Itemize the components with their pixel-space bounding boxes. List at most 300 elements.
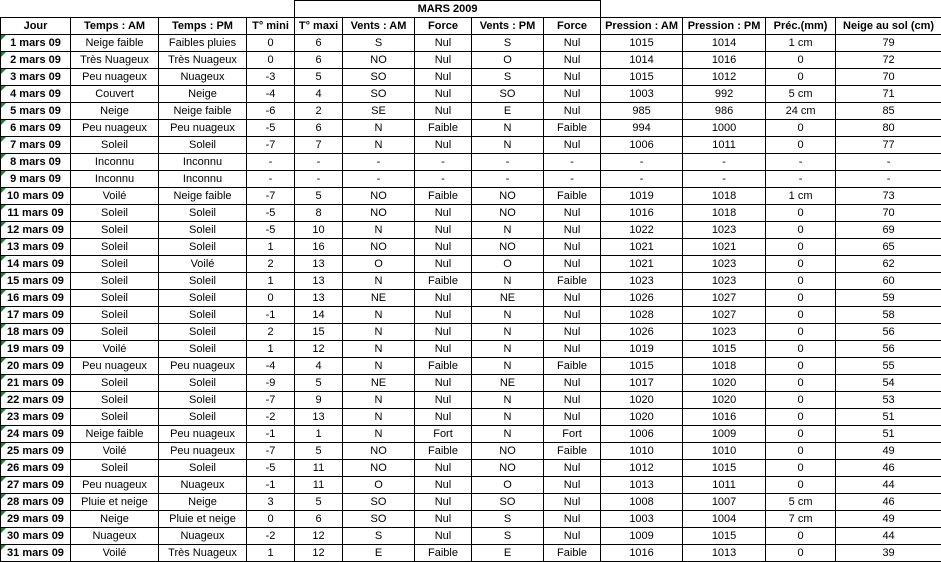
pressure-pm-cell[interactable]: 1015: [683, 341, 766, 358]
pressure-am-cell[interactable]: 1026: [601, 324, 683, 341]
wind-pm-cell[interactable]: NO: [472, 443, 544, 460]
precipitation-cell[interactable]: 0: [766, 528, 836, 545]
wind-pm-cell[interactable]: SO: [472, 494, 544, 511]
force-am-cell[interactable]: Nul: [415, 375, 472, 392]
force-pm-cell[interactable]: Nul: [544, 375, 601, 392]
wind-pm-cell[interactable]: N: [472, 358, 544, 375]
force-am-cell[interactable]: Nul: [415, 528, 472, 545]
force-pm-cell[interactable]: -: [544, 154, 601, 171]
snow-depth-cell[interactable]: 65: [836, 239, 941, 256]
pressure-am-cell[interactable]: 1006: [601, 426, 683, 443]
force-am-cell[interactable]: Nul: [415, 392, 472, 409]
day-cell[interactable]: 17 mars 09: [1, 307, 71, 324]
precipitation-cell[interactable]: 0: [766, 545, 836, 562]
force-pm-cell[interactable]: Nul: [544, 69, 601, 86]
pressure-pm-cell[interactable]: 1007: [683, 494, 766, 511]
force-am-cell[interactable]: Nul: [415, 290, 472, 307]
wind-am-cell[interactable]: S: [343, 528, 415, 545]
pressure-am-cell[interactable]: 1020: [601, 392, 683, 409]
temp-min-cell[interactable]: -4: [247, 358, 295, 375]
temp-max-cell[interactable]: 12: [295, 528, 343, 545]
weather-pm-cell[interactable]: Neige faible: [159, 103, 247, 120]
force-am-cell[interactable]: Nul: [415, 137, 472, 154]
pressure-am-cell[interactable]: 1010: [601, 443, 683, 460]
wind-pm-cell[interactable]: S: [472, 511, 544, 528]
day-cell[interactable]: 16 mars 09: [1, 290, 71, 307]
snow-depth-cell[interactable]: 49: [836, 511, 941, 528]
wind-am-cell[interactable]: N: [343, 222, 415, 239]
wind-am-cell[interactable]: N: [343, 358, 415, 375]
precipitation-cell[interactable]: 0: [766, 477, 836, 494]
weather-am-cell[interactable]: Neige: [71, 103, 159, 120]
force-pm-cell[interactable]: Nul: [544, 222, 601, 239]
day-cell[interactable]: 14 mars 09: [1, 256, 71, 273]
force-am-cell[interactable]: Nul: [415, 205, 472, 222]
day-cell[interactable]: 3 mars 09: [1, 69, 71, 86]
day-cell[interactable]: 6 mars 09: [1, 120, 71, 137]
pressure-am-cell[interactable]: 1021: [601, 239, 683, 256]
force-pm-cell[interactable]: Faible: [544, 120, 601, 137]
temp-min-cell[interactable]: -9: [247, 375, 295, 392]
wind-am-cell[interactable]: NO: [343, 239, 415, 256]
snow-depth-cell[interactable]: 56: [836, 341, 941, 358]
wind-pm-cell[interactable]: N: [472, 120, 544, 137]
temp-min-cell[interactable]: -: [247, 171, 295, 188]
weather-am-cell[interactable]: Soleil: [71, 205, 159, 222]
temp-max-cell[interactable]: 13: [295, 273, 343, 290]
force-am-cell[interactable]: Nul: [415, 256, 472, 273]
wind-pm-cell[interactable]: NE: [472, 375, 544, 392]
snow-depth-cell[interactable]: 44: [836, 528, 941, 545]
force-am-cell[interactable]: Nul: [415, 341, 472, 358]
wind-am-cell[interactable]: SE: [343, 103, 415, 120]
weather-pm-cell[interactable]: Peu nuageux: [159, 358, 247, 375]
force-am-cell[interactable]: Nul: [415, 239, 472, 256]
weather-pm-cell[interactable]: Soleil: [159, 375, 247, 392]
wind-pm-cell[interactable]: -: [472, 154, 544, 171]
weather-pm-cell[interactable]: Nuageux: [159, 528, 247, 545]
temp-max-cell[interactable]: 11: [295, 477, 343, 494]
weather-pm-cell[interactable]: Soleil: [159, 341, 247, 358]
snow-depth-cell[interactable]: 77: [836, 137, 941, 154]
pressure-pm-cell[interactable]: 1015: [683, 528, 766, 545]
weather-am-cell[interactable]: Soleil: [71, 290, 159, 307]
pressure-pm-cell[interactable]: 1023: [683, 256, 766, 273]
temp-min-cell[interactable]: 1: [247, 545, 295, 562]
weather-am-cell[interactable]: Neige faible: [71, 426, 159, 443]
wind-am-cell[interactable]: NO: [343, 205, 415, 222]
wind-am-cell[interactable]: SO: [343, 86, 415, 103]
force-am-cell[interactable]: Nul: [415, 511, 472, 528]
weather-am-cell[interactable]: Pluie et neige: [71, 494, 159, 511]
pressure-pm-cell[interactable]: 992: [683, 86, 766, 103]
snow-depth-cell[interactable]: 54: [836, 375, 941, 392]
temp-min-cell[interactable]: 2: [247, 324, 295, 341]
day-cell[interactable]: 12 mars 09: [1, 222, 71, 239]
day-cell[interactable]: 15 mars 09: [1, 273, 71, 290]
snow-depth-cell[interactable]: 80: [836, 120, 941, 137]
temp-max-cell[interactable]: 11: [295, 460, 343, 477]
force-pm-cell[interactable]: Faible: [544, 545, 601, 562]
day-cell[interactable]: 5 mars 09: [1, 103, 71, 120]
weather-am-cell[interactable]: Soleil: [71, 409, 159, 426]
weather-pm-cell[interactable]: Peu nuageux: [159, 120, 247, 137]
wind-am-cell[interactable]: N: [343, 341, 415, 358]
precipitation-cell[interactable]: 0: [766, 409, 836, 426]
temp-max-cell[interactable]: 5: [295, 375, 343, 392]
wind-pm-cell[interactable]: N: [472, 426, 544, 443]
force-am-cell[interactable]: -: [415, 171, 472, 188]
wind-pm-cell[interactable]: E: [472, 103, 544, 120]
wind-pm-cell[interactable]: N: [472, 409, 544, 426]
wind-am-cell[interactable]: NO: [343, 188, 415, 205]
pressure-pm-cell[interactable]: 1016: [683, 52, 766, 69]
snow-depth-cell[interactable]: 39: [836, 545, 941, 562]
force-am-cell[interactable]: Faible: [415, 443, 472, 460]
weather-pm-cell[interactable]: Inconnu: [159, 154, 247, 171]
weather-am-cell[interactable]: Neige: [71, 511, 159, 528]
weather-am-cell[interactable]: Soleil: [71, 256, 159, 273]
temp-min-cell[interactable]: 3: [247, 494, 295, 511]
snow-depth-cell[interactable]: 79: [836, 35, 941, 52]
wind-am-cell[interactable]: N: [343, 426, 415, 443]
day-cell[interactable]: 23 mars 09: [1, 409, 71, 426]
pressure-am-cell[interactable]: 1017: [601, 375, 683, 392]
precipitation-cell[interactable]: 0: [766, 222, 836, 239]
force-pm-cell[interactable]: Fort: [544, 426, 601, 443]
weather-am-cell[interactable]: Peu nuageux: [71, 477, 159, 494]
pressure-pm-cell[interactable]: 1015: [683, 460, 766, 477]
weather-pm-cell[interactable]: Pluie et neige: [159, 511, 247, 528]
weather-pm-cell[interactable]: Peu nuageux: [159, 443, 247, 460]
weather-pm-cell[interactable]: Très Nuageux: [159, 545, 247, 562]
snow-depth-cell[interactable]: 55: [836, 358, 941, 375]
weather-am-cell[interactable]: Soleil: [71, 392, 159, 409]
day-cell[interactable]: 11 mars 09: [1, 205, 71, 222]
force-pm-cell[interactable]: Nul: [544, 409, 601, 426]
day-cell[interactable]: 18 mars 09: [1, 324, 71, 341]
pressure-pm-cell[interactable]: 1013: [683, 545, 766, 562]
weather-pm-cell[interactable]: Soleil: [159, 290, 247, 307]
pressure-am-cell[interactable]: 1020: [601, 409, 683, 426]
weather-am-cell[interactable]: Soleil: [71, 137, 159, 154]
day-cell[interactable]: 30 mars 09: [1, 528, 71, 545]
temp-min-cell[interactable]: 1: [247, 341, 295, 358]
pressure-am-cell[interactable]: 1013: [601, 477, 683, 494]
temp-max-cell[interactable]: 13: [295, 409, 343, 426]
weather-am-cell[interactable]: Voilé: [71, 443, 159, 460]
pressure-pm-cell[interactable]: 1021: [683, 239, 766, 256]
day-cell[interactable]: 10 mars 09: [1, 188, 71, 205]
wind-pm-cell[interactable]: NO: [472, 460, 544, 477]
weather-pm-cell[interactable]: Soleil: [159, 307, 247, 324]
precipitation-cell[interactable]: 0: [766, 324, 836, 341]
force-am-cell[interactable]: Fort: [415, 426, 472, 443]
snow-depth-cell[interactable]: 56: [836, 324, 941, 341]
snow-depth-cell[interactable]: 49: [836, 443, 941, 460]
temp-min-cell[interactable]: -7: [247, 392, 295, 409]
day-cell[interactable]: 4 mars 09: [1, 86, 71, 103]
day-cell[interactable]: 7 mars 09: [1, 137, 71, 154]
weather-pm-cell[interactable]: Soleil: [159, 392, 247, 409]
pressure-am-cell[interactable]: 1008: [601, 494, 683, 511]
force-pm-cell[interactable]: Nul: [544, 52, 601, 69]
temp-min-cell[interactable]: 1: [247, 239, 295, 256]
temp-min-cell[interactable]: -1: [247, 426, 295, 443]
wind-pm-cell[interactable]: NO: [472, 239, 544, 256]
precipitation-cell[interactable]: 7 cm: [766, 511, 836, 528]
weather-am-cell[interactable]: Soleil: [71, 239, 159, 256]
pressure-am-cell[interactable]: 1006: [601, 137, 683, 154]
weather-pm-cell[interactable]: Neige: [159, 494, 247, 511]
precipitation-cell[interactable]: 1 cm: [766, 188, 836, 205]
weather-am-cell[interactable]: Voilé: [71, 341, 159, 358]
pressure-pm-cell[interactable]: 1027: [683, 307, 766, 324]
precipitation-cell[interactable]: 0: [766, 273, 836, 290]
temp-min-cell[interactable]: -7: [247, 137, 295, 154]
snow-depth-cell[interactable]: 72: [836, 52, 941, 69]
force-am-cell[interactable]: Nul: [415, 69, 472, 86]
force-pm-cell[interactable]: Nul: [544, 392, 601, 409]
wind-am-cell[interactable]: NO: [343, 52, 415, 69]
snow-depth-cell[interactable]: 73: [836, 188, 941, 205]
force-pm-cell[interactable]: Nul: [544, 205, 601, 222]
temp-min-cell[interactable]: -5: [247, 460, 295, 477]
snow-depth-cell[interactable]: 53: [836, 392, 941, 409]
wind-pm-cell[interactable]: O: [472, 477, 544, 494]
temp-max-cell[interactable]: 8: [295, 205, 343, 222]
precipitation-cell[interactable]: -: [766, 171, 836, 188]
precipitation-cell[interactable]: 0: [766, 392, 836, 409]
wind-am-cell[interactable]: NO: [343, 443, 415, 460]
snow-depth-cell[interactable]: 70: [836, 69, 941, 86]
wind-am-cell[interactable]: N: [343, 137, 415, 154]
snow-depth-cell[interactable]: 58: [836, 307, 941, 324]
force-pm-cell[interactable]: Nul: [544, 528, 601, 545]
wind-pm-cell[interactable]: N: [472, 392, 544, 409]
temp-max-cell[interactable]: 13: [295, 256, 343, 273]
pressure-pm-cell[interactable]: 1020: [683, 375, 766, 392]
force-pm-cell[interactable]: Nul: [544, 511, 601, 528]
pressure-am-cell[interactable]: 1026: [601, 290, 683, 307]
force-am-cell[interactable]: Faible: [415, 188, 472, 205]
precipitation-cell[interactable]: 0: [766, 69, 836, 86]
pressure-am-cell[interactable]: 1028: [601, 307, 683, 324]
precipitation-cell[interactable]: 0: [766, 307, 836, 324]
wind-am-cell[interactable]: SO: [343, 511, 415, 528]
temp-min-cell[interactable]: -: [247, 154, 295, 171]
pressure-am-cell[interactable]: 1012: [601, 460, 683, 477]
weather-am-cell[interactable]: Couvert: [71, 86, 159, 103]
force-pm-cell[interactable]: Nul: [544, 86, 601, 103]
temp-min-cell[interactable]: -4: [247, 86, 295, 103]
precipitation-cell[interactable]: 0: [766, 120, 836, 137]
force-am-cell[interactable]: -: [415, 154, 472, 171]
force-am-cell[interactable]: Faible: [415, 120, 472, 137]
pressure-am-cell[interactable]: 1009: [601, 528, 683, 545]
temp-min-cell[interactable]: -6: [247, 103, 295, 120]
precipitation-cell[interactable]: 0: [766, 290, 836, 307]
pressure-pm-cell[interactable]: 1023: [683, 222, 766, 239]
wind-am-cell[interactable]: N: [343, 307, 415, 324]
temp-max-cell[interactable]: 15: [295, 324, 343, 341]
pressure-am-cell[interactable]: 1016: [601, 545, 683, 562]
wind-pm-cell[interactable]: SO: [472, 86, 544, 103]
pressure-pm-cell[interactable]: 1014: [683, 35, 766, 52]
pressure-pm-cell[interactable]: 1011: [683, 137, 766, 154]
weather-pm-cell[interactable]: Neige faible: [159, 188, 247, 205]
temp-min-cell[interactable]: -1: [247, 477, 295, 494]
weather-am-cell[interactable]: Soleil: [71, 375, 159, 392]
wind-pm-cell[interactable]: N: [472, 307, 544, 324]
wind-am-cell[interactable]: N: [343, 392, 415, 409]
pressure-am-cell[interactable]: 1003: [601, 86, 683, 103]
temp-min-cell[interactable]: 0: [247, 511, 295, 528]
wind-am-cell[interactable]: NO: [343, 460, 415, 477]
pressure-pm-cell[interactable]: 1012: [683, 69, 766, 86]
weather-pm-cell[interactable]: Nuageux: [159, 69, 247, 86]
weather-pm-cell[interactable]: Soleil: [159, 205, 247, 222]
precipitation-cell[interactable]: 5 cm: [766, 86, 836, 103]
weather-am-cell[interactable]: Voilé: [71, 545, 159, 562]
temp-max-cell[interactable]: 16: [295, 239, 343, 256]
force-am-cell[interactable]: Faible: [415, 273, 472, 290]
snow-depth-cell[interactable]: 70: [836, 205, 941, 222]
force-pm-cell[interactable]: Nul: [544, 137, 601, 154]
temp-min-cell[interactable]: 0: [247, 35, 295, 52]
wind-pm-cell[interactable]: O: [472, 52, 544, 69]
weather-am-cell[interactable]: Inconnu: [71, 171, 159, 188]
precipitation-cell[interactable]: 0: [766, 358, 836, 375]
weather-pm-cell[interactable]: Soleil: [159, 273, 247, 290]
temp-max-cell[interactable]: 12: [295, 341, 343, 358]
pressure-pm-cell[interactable]: 1009: [683, 426, 766, 443]
force-am-cell[interactable]: Nul: [415, 307, 472, 324]
force-pm-cell[interactable]: Faible: [544, 273, 601, 290]
temp-min-cell[interactable]: -2: [247, 528, 295, 545]
weather-am-cell[interactable]: Nuageux: [71, 528, 159, 545]
precipitation-cell[interactable]: 0: [766, 137, 836, 154]
wind-am-cell[interactable]: O: [343, 477, 415, 494]
snow-depth-cell[interactable]: 71: [836, 86, 941, 103]
temp-max-cell[interactable]: 9: [295, 392, 343, 409]
snow-depth-cell[interactable]: 46: [836, 460, 941, 477]
snow-depth-cell[interactable]: 85: [836, 103, 941, 120]
pressure-pm-cell[interactable]: 1027: [683, 290, 766, 307]
pressure-am-cell[interactable]: 1015: [601, 358, 683, 375]
force-am-cell[interactable]: Nul: [415, 103, 472, 120]
snow-depth-cell[interactable]: 51: [836, 409, 941, 426]
weather-am-cell[interactable]: Soleil: [71, 273, 159, 290]
precipitation-cell[interactable]: 24 cm: [766, 103, 836, 120]
pressure-am-cell[interactable]: 994: [601, 120, 683, 137]
weather-am-cell[interactable]: Neige faible: [71, 35, 159, 52]
weather-am-cell[interactable]: Peu nuageux: [71, 69, 159, 86]
pressure-am-cell[interactable]: -: [601, 154, 683, 171]
weather-pm-cell[interactable]: Soleil: [159, 409, 247, 426]
temp-max-cell[interactable]: 5: [295, 69, 343, 86]
wind-am-cell[interactable]: O: [343, 256, 415, 273]
day-cell[interactable]: 8 mars 09: [1, 154, 71, 171]
temp-max-cell[interactable]: -: [295, 154, 343, 171]
force-pm-cell[interactable]: Nul: [544, 103, 601, 120]
weather-pm-cell[interactable]: Voilé: [159, 256, 247, 273]
temp-max-cell[interactable]: 6: [295, 35, 343, 52]
wind-am-cell[interactable]: -: [343, 171, 415, 188]
pressure-pm-cell[interactable]: 1004: [683, 511, 766, 528]
pressure-am-cell[interactable]: 1023: [601, 273, 683, 290]
pressure-am-cell[interactable]: 1019: [601, 188, 683, 205]
weather-pm-cell[interactable]: Très Nuageux: [159, 52, 247, 69]
force-pm-cell[interactable]: Nul: [544, 290, 601, 307]
wind-am-cell[interactable]: S: [343, 35, 415, 52]
precipitation-cell[interactable]: 0: [766, 375, 836, 392]
temp-min-cell[interactable]: -5: [247, 205, 295, 222]
wind-pm-cell[interactable]: S: [472, 69, 544, 86]
wind-am-cell[interactable]: -: [343, 154, 415, 171]
temp-max-cell[interactable]: 13: [295, 290, 343, 307]
force-am-cell[interactable]: Nul: [415, 35, 472, 52]
temp-max-cell[interactable]: 10: [295, 222, 343, 239]
wind-pm-cell[interactable]: NO: [472, 188, 544, 205]
temp-max-cell[interactable]: 6: [295, 511, 343, 528]
temp-max-cell[interactable]: 2: [295, 103, 343, 120]
day-cell[interactable]: 21 mars 09: [1, 375, 71, 392]
force-am-cell[interactable]: Faible: [415, 358, 472, 375]
force-pm-cell[interactable]: Nul: [544, 460, 601, 477]
temp-max-cell[interactable]: -: [295, 171, 343, 188]
temp-min-cell[interactable]: -5: [247, 222, 295, 239]
pressure-pm-cell[interactable]: -: [683, 154, 766, 171]
wind-am-cell[interactable]: N: [343, 273, 415, 290]
force-pm-cell[interactable]: Nul: [544, 256, 601, 273]
day-cell[interactable]: 28 mars 09: [1, 494, 71, 511]
temp-min-cell[interactable]: -1: [247, 307, 295, 324]
day-cell[interactable]: 27 mars 09: [1, 477, 71, 494]
temp-max-cell[interactable]: 4: [295, 86, 343, 103]
wind-pm-cell[interactable]: -: [472, 171, 544, 188]
force-am-cell[interactable]: Nul: [415, 222, 472, 239]
weather-pm-cell[interactable]: Neige: [159, 86, 247, 103]
force-pm-cell[interactable]: Faible: [544, 443, 601, 460]
force-pm-cell[interactable]: Nul: [544, 494, 601, 511]
precipitation-cell[interactable]: 1 cm: [766, 35, 836, 52]
force-am-cell[interactable]: Nul: [415, 409, 472, 426]
wind-am-cell[interactable]: NE: [343, 375, 415, 392]
temp-max-cell[interactable]: 5: [295, 443, 343, 460]
force-pm-cell[interactable]: Nul: [544, 324, 601, 341]
wind-pm-cell[interactable]: E: [472, 545, 544, 562]
snow-depth-cell[interactable]: -: [836, 171, 941, 188]
wind-pm-cell[interactable]: N: [472, 324, 544, 341]
weather-pm-cell[interactable]: Soleil: [159, 222, 247, 239]
pressure-am-cell[interactable]: 1003: [601, 511, 683, 528]
snow-depth-cell[interactable]: 60: [836, 273, 941, 290]
wind-pm-cell[interactable]: O: [472, 256, 544, 273]
temp-min-cell[interactable]: -5: [247, 120, 295, 137]
day-cell[interactable]: 20 mars 09: [1, 358, 71, 375]
precipitation-cell[interactable]: -: [766, 154, 836, 171]
wind-am-cell[interactable]: SO: [343, 69, 415, 86]
weather-am-cell[interactable]: Inconnu: [71, 154, 159, 171]
force-pm-cell[interactable]: Nul: [544, 239, 601, 256]
wind-am-cell[interactable]: E: [343, 545, 415, 562]
temp-min-cell[interactable]: 2: [247, 256, 295, 273]
temp-min-cell[interactable]: -7: [247, 443, 295, 460]
force-pm-cell[interactable]: -: [544, 171, 601, 188]
pressure-am-cell[interactable]: 1019: [601, 341, 683, 358]
force-am-cell[interactable]: Nul: [415, 86, 472, 103]
